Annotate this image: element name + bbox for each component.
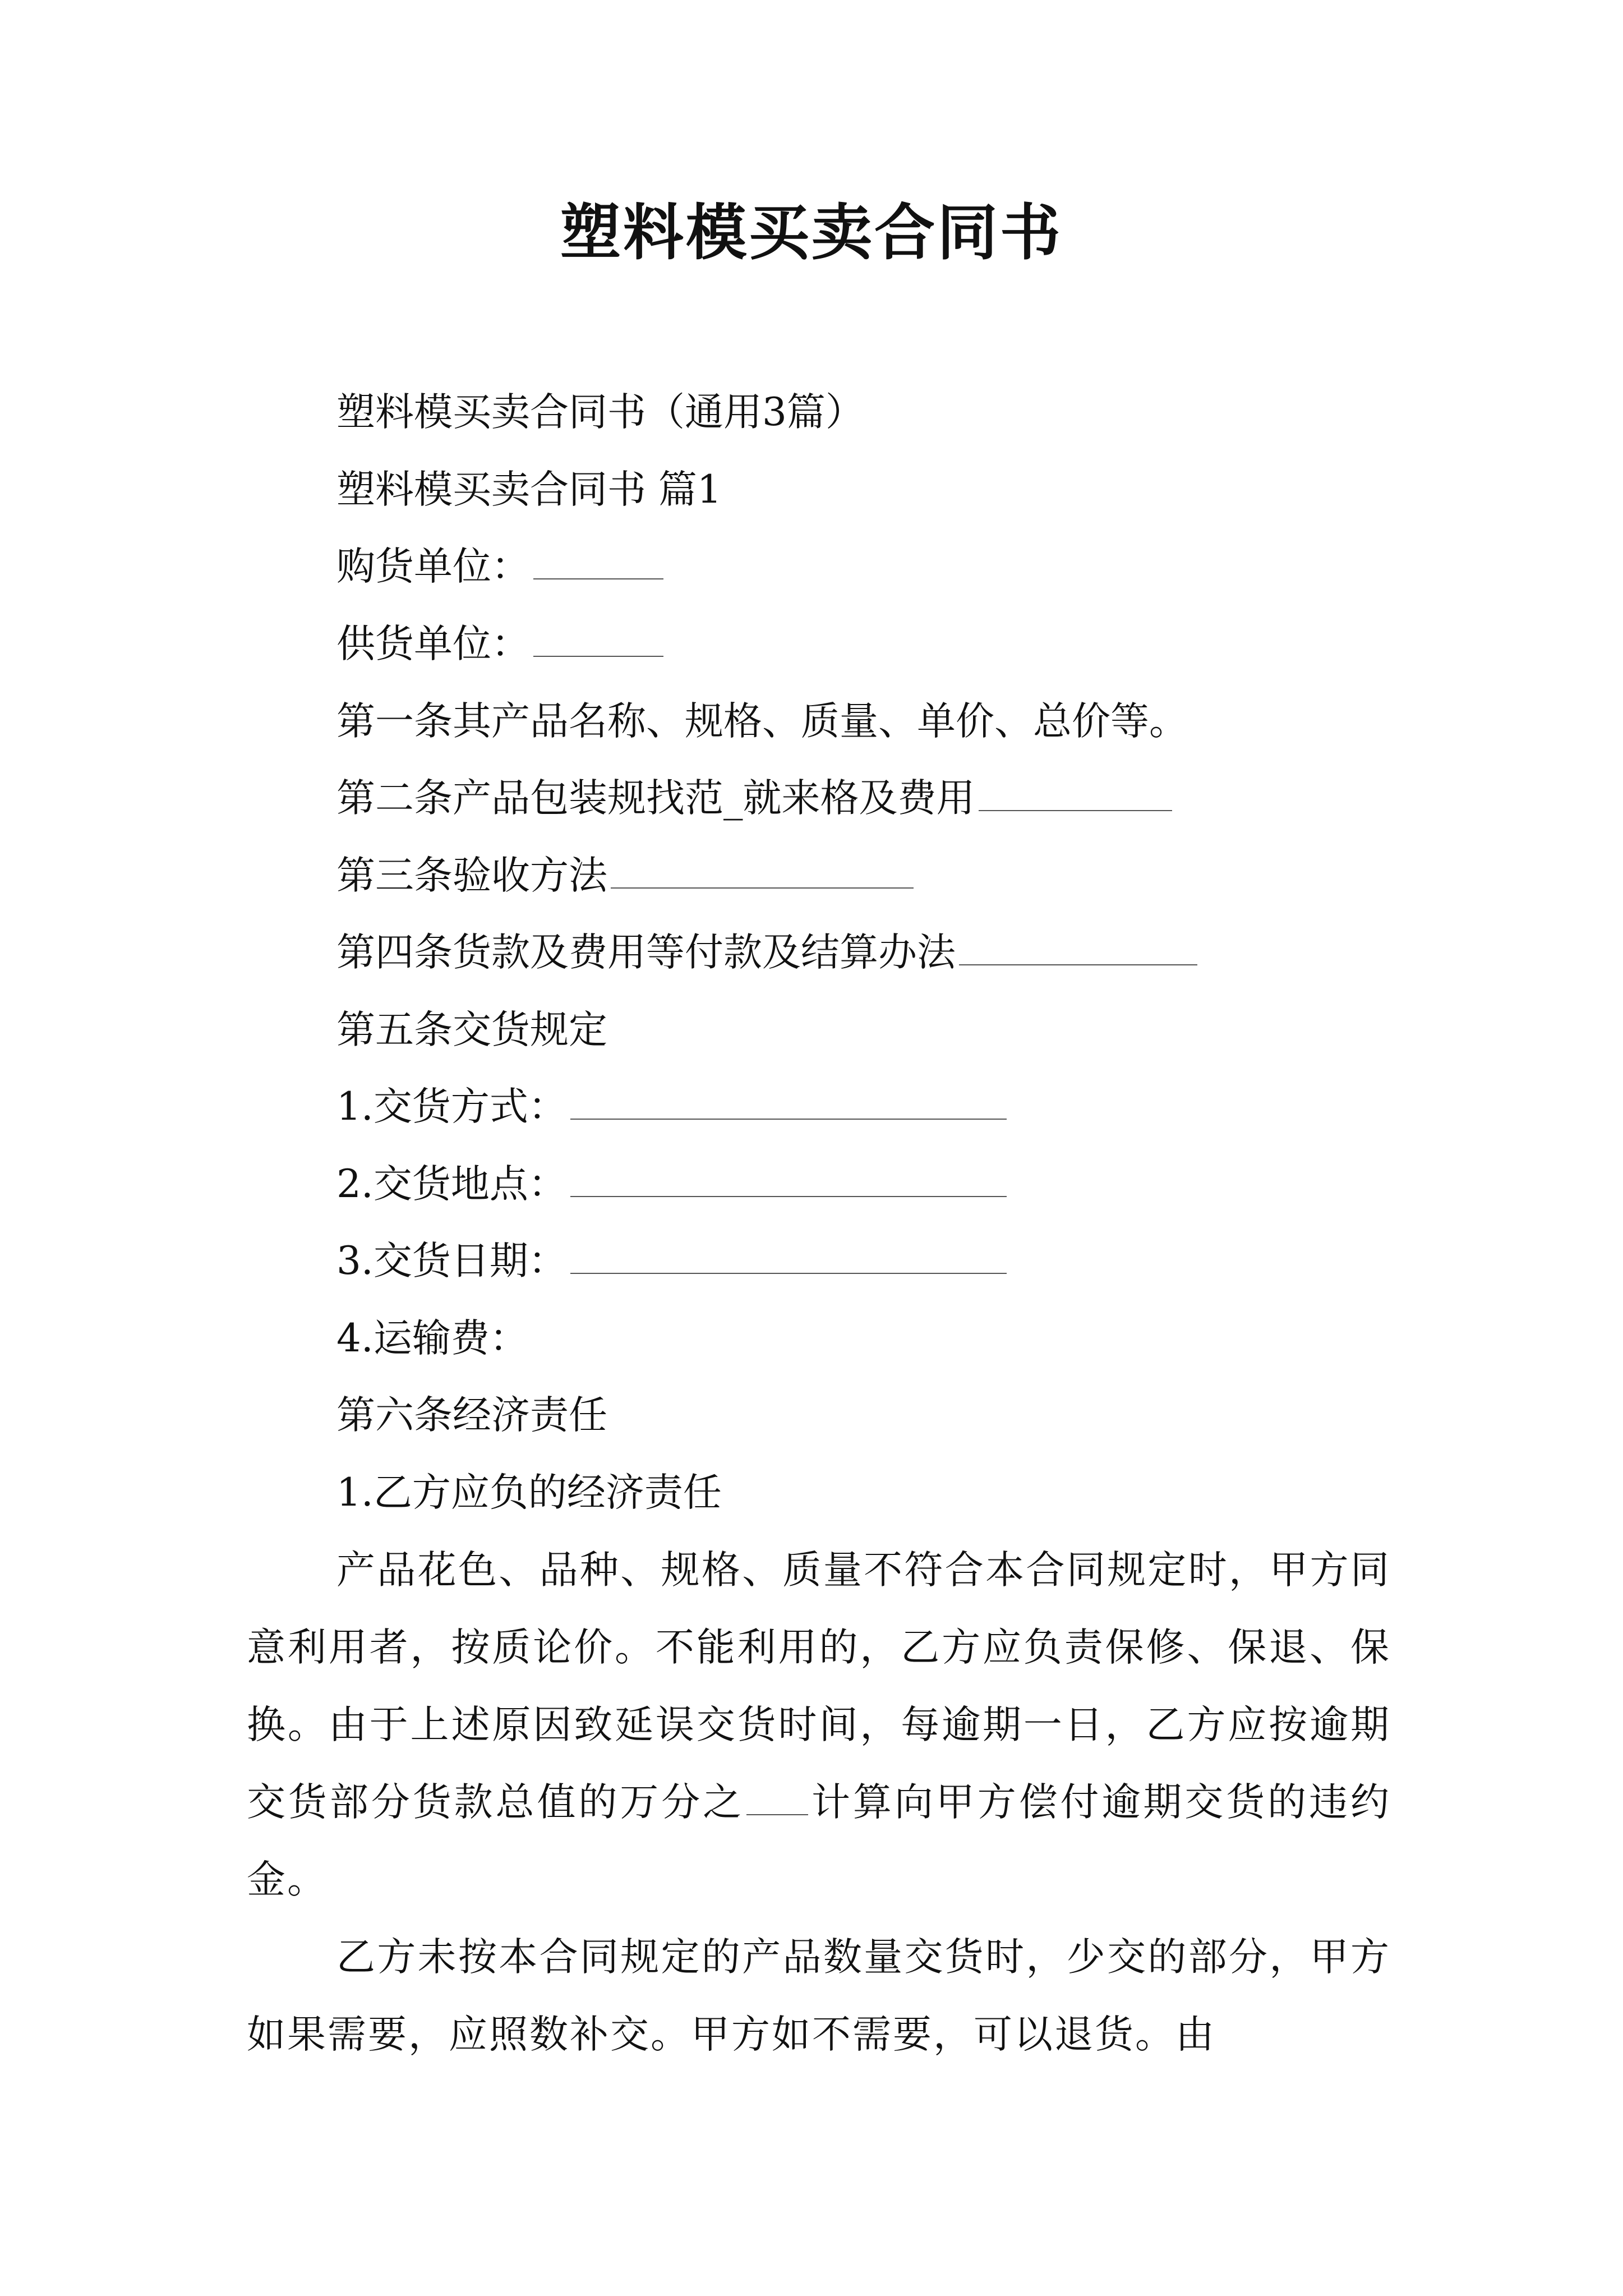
delivery-method-blank <box>570 1085 1007 1120</box>
article-4: 第四条货款及费用等付款及结算办法 <box>336 930 956 975</box>
paragraph-1-text-a: 产品花色、品种、规格、质量不符合本合同规定时，甲方同意利用者，按质论价。不能利用的，乙方应负责保修、保退、保换。由于上述原因致延误交货时间，每逾期一日，乙方应按逾期交货部分货款总值的万分之 <box>247 1548 1391 1825</box>
buyer-blank <box>533 545 663 579</box>
buyer-label: 购货单位： <box>336 544 530 589</box>
article-1: 第一条其产品名称、规格、质量、单价、总价等。 <box>336 699 1188 744</box>
delivery-date-label: 3.交货日期： <box>336 1239 567 1283</box>
paragraph-2: 乙方未按本合同规定的产品数量交货时，少交的部分，甲方如果需要，应照数补交。甲方如不需要，可以退货。由 <box>247 1935 1391 2057</box>
paragraph-1-text-b: 计算向甲方偿付逾期交货的违约金。 <box>247 1780 1391 1902</box>
article-3: 第三条验收方法 <box>336 853 607 898</box>
section-heading: 塑料模买卖合同书 篇1 <box>336 467 722 512</box>
supplier-label: 供货单位： <box>336 622 530 666</box>
delivery-place-label: 2.交货地点： <box>336 1162 567 1207</box>
article-4-blank <box>959 931 1197 965</box>
delivery-place-line <box>336 1156 1007 1212</box>
delivery-date-blank <box>570 1239 1007 1274</box>
delivery-method-label: 1.交货方式： <box>336 1084 567 1129</box>
article-3-line <box>336 848 914 904</box>
document-subtitle: 塑料模买卖合同书（通用3篇） <box>336 390 864 435</box>
article-4-line <box>336 924 1197 981</box>
supplier-line <box>336 616 663 672</box>
party-b-liability: 1.乙方应负的经济责任 <box>336 1470 722 1515</box>
delivery-place-blank <box>570 1162 1007 1197</box>
delivery-method-line <box>336 1079 1007 1135</box>
article-2-line <box>336 770 1172 826</box>
article-2: 第二条产品包装规找范_就来格及费用 <box>336 776 975 821</box>
paragraph-1 <box>247 1531 1391 1918</box>
article-2-blank <box>979 776 1172 811</box>
article-3-blank <box>611 854 914 889</box>
supplier-blank <box>533 622 663 657</box>
freight-line: 4.运输费： <box>336 1316 528 1361</box>
paragraph-1-blank <box>746 1783 808 1815</box>
buyer-line <box>336 539 663 595</box>
delivery-date-line <box>336 1233 1007 1289</box>
article-6: 第六条经济责任 <box>336 1393 607 1438</box>
document-title: 塑料模买卖合同书 <box>560 197 1063 268</box>
article-5: 第五条交货规定 <box>336 1007 607 1052</box>
